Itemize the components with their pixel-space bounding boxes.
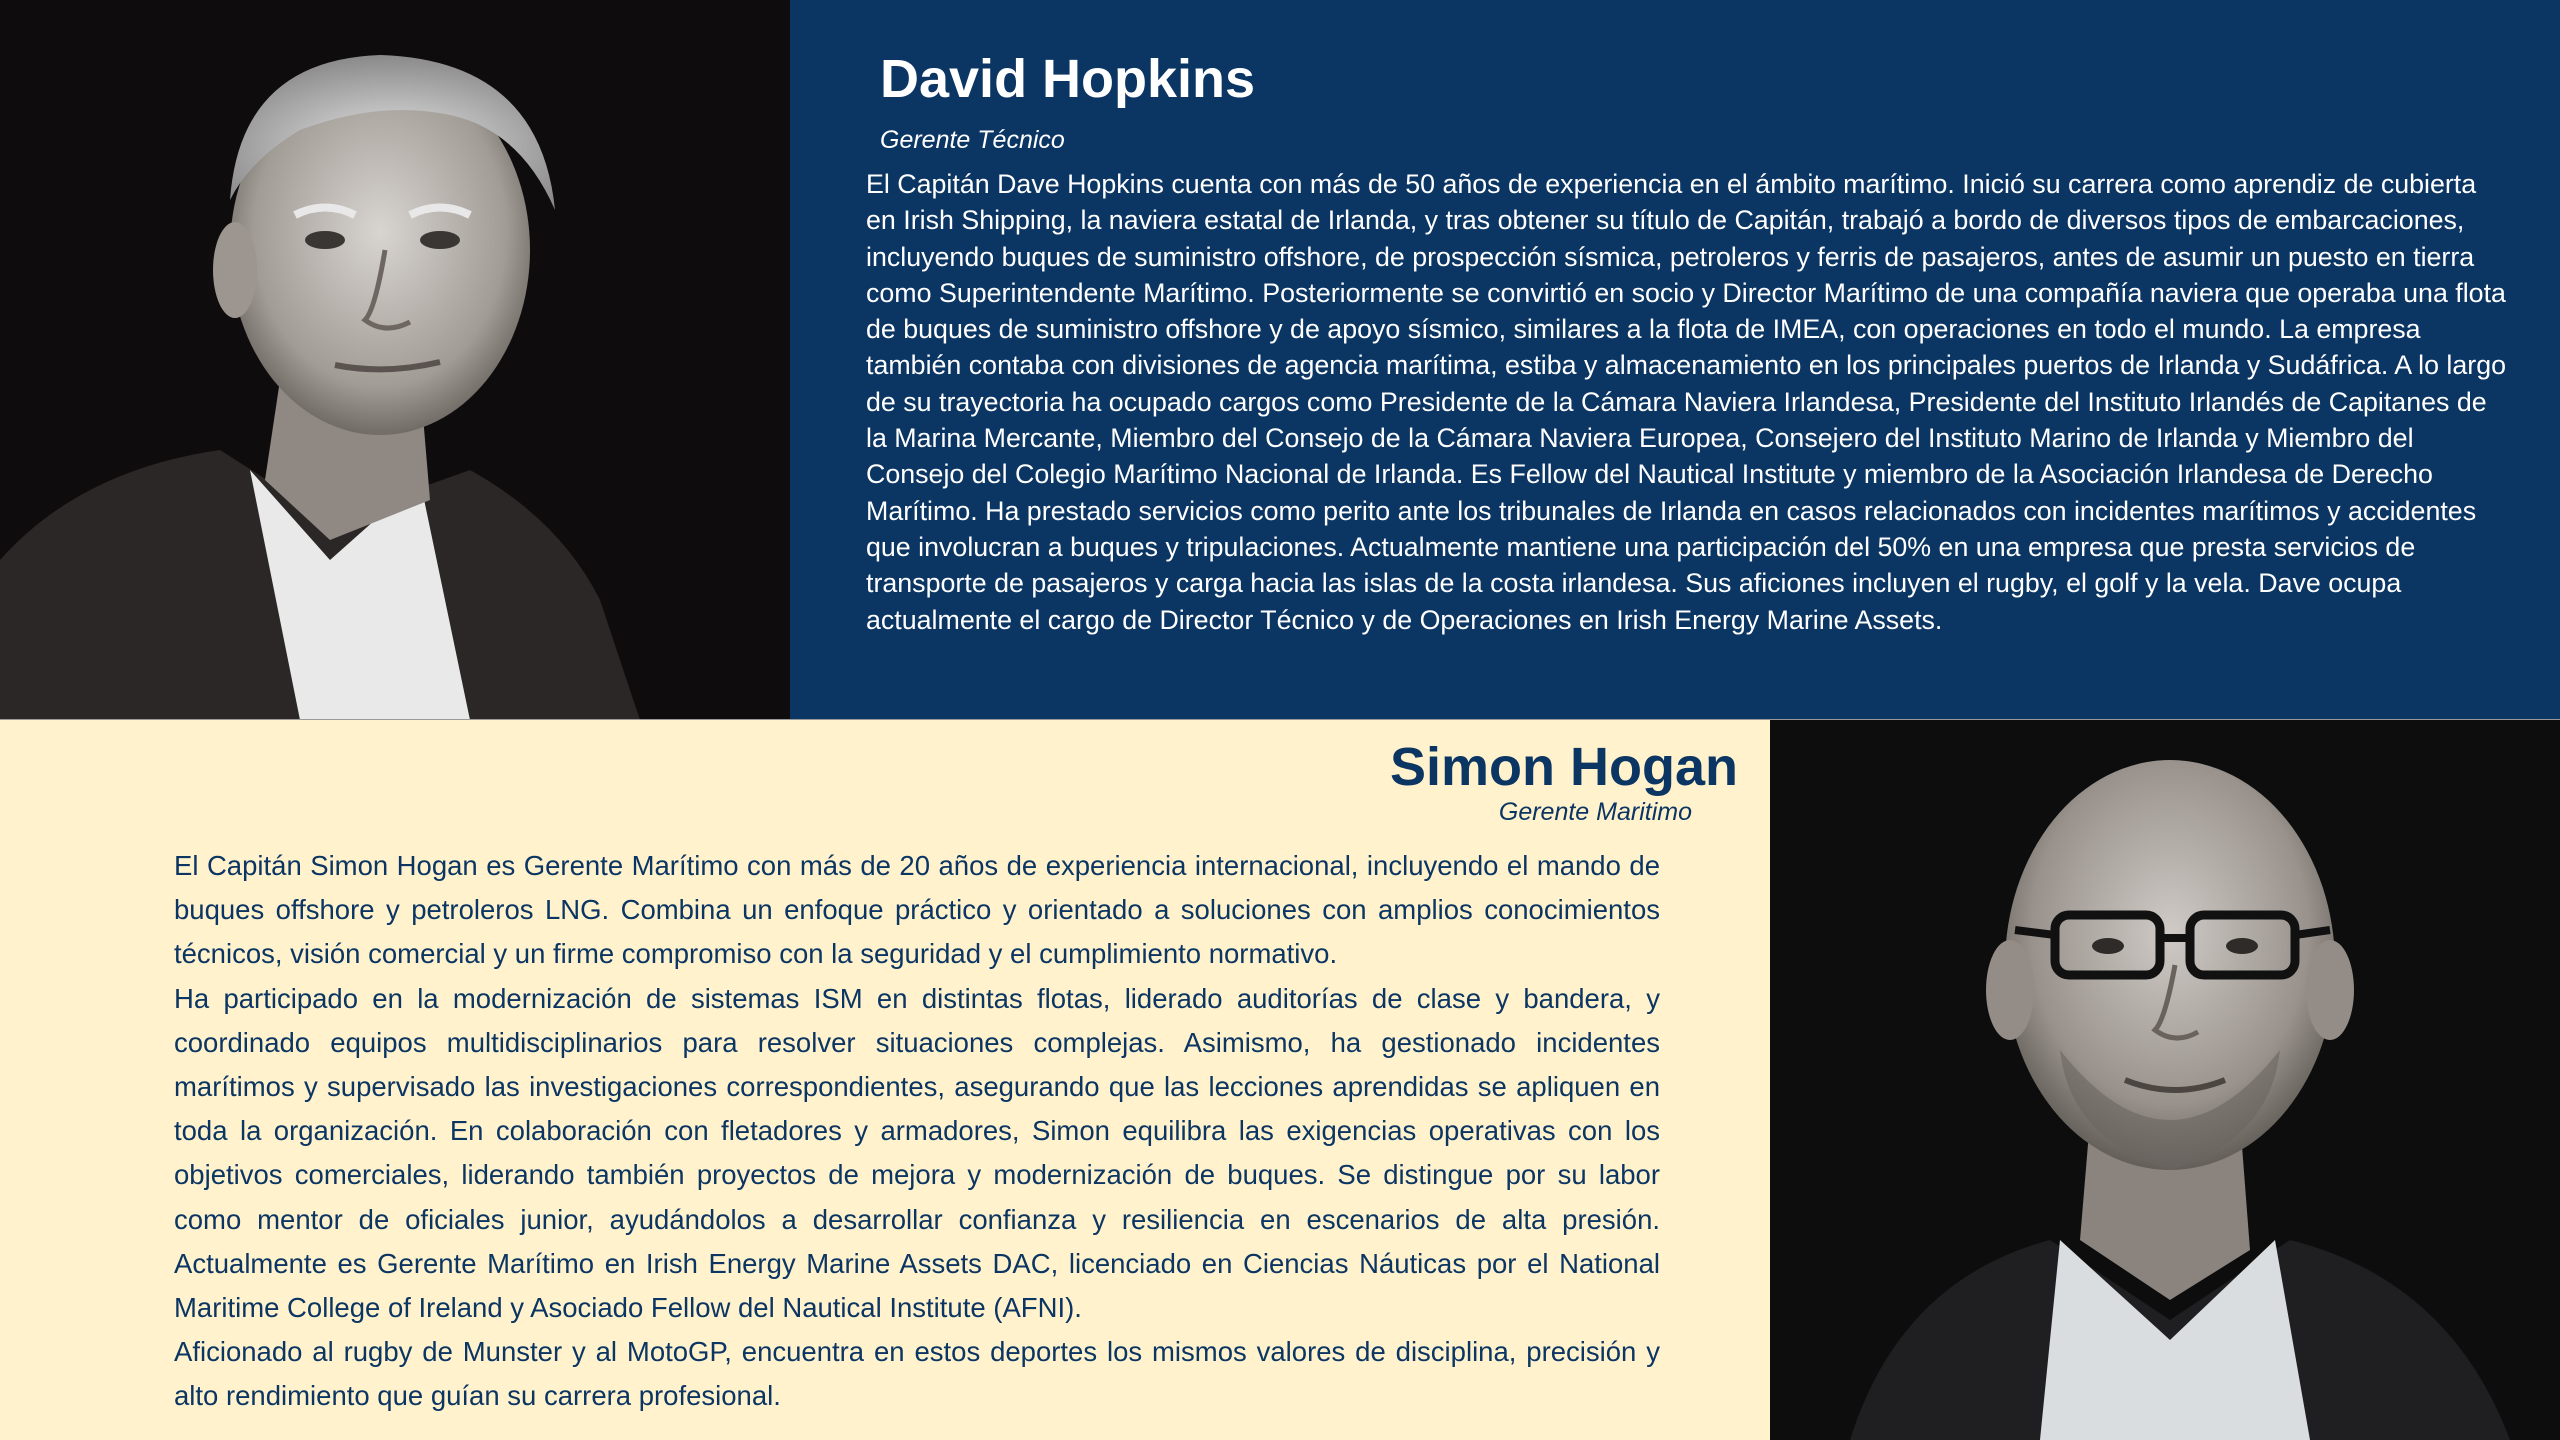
profile-name: Simon Hogan	[1390, 737, 1738, 797]
profile-role: Gerente Maritimo	[1498, 798, 1692, 826]
portrait-photo-simon-hogan	[1770, 720, 2560, 1440]
bio-paragraph: Ha participado en la modernización de sistemas ISM en distintas flotas, liderado auditorías de clase y bandera, y coordinado equipos multidisciplinarios para resolver situaciones complejas. Asimismo, ha gestionado incidentes marítimos y supervisado las investigaciones correspondientes, asegurando que las lecciones aprendidas se apliquen en toda la organización. En colaboración con fletadores y armadores, Simon equilibra las exigencias operativas con los objetivos comerciales, liderando también proyectos de mejora y modernización de buques. Se distingue por su labor como mentor de oficiales junior, ayudándolos a desarrollar confianza y resiliencia en escenarios de alta presión. Actualmente es Gerente Marítimo en Irish Energy Marine Assets DAC, licenciado en Ciencias Náuticas por el National Maritime College of Ireland y Asociado Fellow del Nautical Institute (AFNI).	[174, 982, 1660, 1324]
profile-bio	[174, 844, 1660, 1419]
profile-panel-david-hopkins	[790, 0, 2560, 720]
profile-role: Gerente Técnico	[880, 126, 1065, 154]
portrait-photo-david-hopkins	[0, 0, 790, 720]
profile-panel-simon-hogan	[0, 720, 1770, 1440]
profile-name: David Hopkins	[880, 49, 1256, 109]
bio-paragraph: El Capitán Simon Hogan es Gerente Marítimo con más de 20 años de experiencia internacional, incluyendo el mando de buques offshore y petroleros LNG. Combina un enfoque práctico y orientado a soluciones con amplios conocimientos técnicos, visión comercial y un firme compromiso con la seguridad y el cumplimiento normativo.	[174, 850, 1660, 970]
bio-paragraph: Aficionado al rugby de Munster y al MotoGP, encuentra en estos deportes los mismos valores de disciplina, precisión y alto rendimiento que guían su carrera profesional.	[174, 1336, 1660, 1412]
profile-bio: El Capitán Dave Hopkins cuenta con más de 50 años de experiencia en el ámbito marítimo. Inició su carrera como aprendiz de cubierta en Irish Shipping, la naviera estatal de Irlanda, y tras obtener su título de Capitán, trabajó a bordo de diversos tipos de embarcaciones, incluyendo buques de suministro offshore, de prospección sísmica, petroleros y ferris de pasajeros, antes de asumir un puesto en tierra como Superintendente Marítimo. Posteriormente se convirtió en socio y Director Marítimo de una compañía naviera que operaba una flota de buques de suministro offshore y de apoyo sísmico, similares a la flota de IMEA, con operaciones en todo el mundo. La empresa también contaba con divisiones de agencia marítima, estiba y almacenamiento en los principales puertos de Irlanda y Sudáfrica. A lo largo de su trayectoria ha ocupado cargos como Presidente de la Cámara Naviera Irlandesa, Presidente del Instituto Irlandés de Capitanes de la Marina Mercante, Miembro del Consejo de la Cámara Naviera Europea, Consejero del Instituto Marino de Irlanda y Miembro del Consejo del Colegio Marítimo Nacional de Irlanda. Es Fellow del Nautical Institute y miembro de la Asociación Irlandesa de Derecho Marítimo. Ha prestado servicios como perito ante los tribunales de Irlanda en casos relacionados con incidentes marítimos y accidentes que involucran a buques y tripulaciones. Actualmente mantiene una participación del 50% en una empresa que presta servicios de transporte de pasajeros y carga hacia las islas de la costa irlandesa. Sus aficiones incluyen el rugby, el golf y la vela. Dave ocupa actualmente el cargo de Director Técnico y de Operaciones en Irish Energy Marine Assets.	[866, 169, 2507, 635]
